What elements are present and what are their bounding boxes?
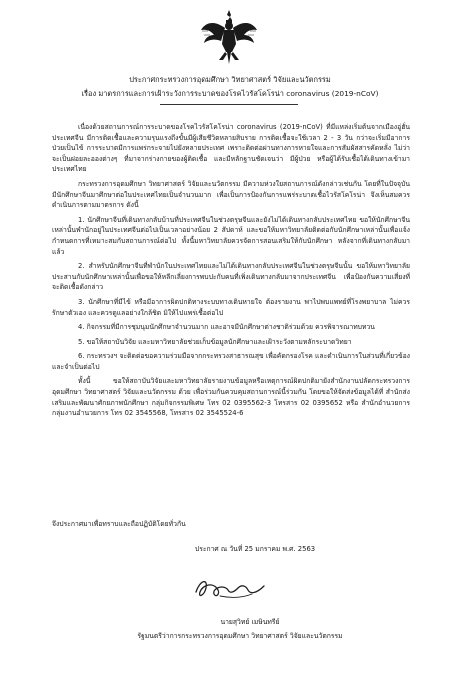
signer-title: รัฐมนตรีว่าการกระทรวงการอุดมศึกษา วิทยาศาสตร์ วิจัยและนวัตกรรม — [137, 632, 343, 640]
intro-paragraph: เนื่องด้วยสถานการณ์การระบาดของโรคไวรัสโคโรน่า coronavirus (2019-nCoV) ที่มีแหล่งเริ่มต้นจากเมืองอู่ฮั่น ประเทศจีน มีการติดเชื้อและความรุนแรงถึงขั้นมีผู้เสียชีวิตหลายสิบราย การติดเชื้อจะใช้เวลา 2 - 3 วัน กว่าจะเริ่มมีอาการป่วยเป็นไข้ การระบาดมีการแพร่กระจายไปยังหลายประเทศ เพราะติดต่อผ่านทางการหายใจและการสัมผัสสารคัดหลั่ง ไม่ว่าจะเป็นฝอยละอองต่างๆ ที่มาจากร่างกายของผู้ติดเชื้อ และมีหลักฐานชัดเจนว่า มีผู้ป่วย หรือผู้ได้รับเชื้อได้เดินทางเข้ามาประเทศไทย — [52, 123, 410, 174]
signature-image — [190, 572, 270, 604]
closing-statement: จึงประกาศมาเพื่อทราบและถือปฏิบัติโดยทั่วกัน — [52, 520, 186, 528]
garuda-emblem-icon — [199, 8, 259, 68]
announcement-subject: เรื่อง มาตรการและการเฝ้าระวังการระบาดของโรคไวรัสโคโรน่า coronavirus (2019-nCoV) — [81, 89, 379, 98]
signer-name: นายสุวิทย์ เมษินทรีย์ — [220, 618, 280, 626]
measure-item-2: 2. สำหรับนักศึกษาจีนที่พำนักในประเทศไทยและไม่ได้เดินทางกลับประเทศจีนในช่วงตรุษจีนนั้น ขอให้มหาวิทยาลัยประสานกับนักศึกษาเหล่านั้นเพื่อขอให้หลีกเลี่ยงการพบปะกับคนที่เพิ่งเดินทางกลับมาจากประเทศจีน เพื่อป้องกันความเสี่ยงที่จะติดเชื้อดังกล่าว — [52, 262, 410, 292]
measure-item-4: 4. กิจกรรมที่มีการชุมนุมนักศึกษาจำนวนมาก และอาจมีนักศึกษาต่างชาติร่วมด้วย ควรพิจารณาทบทวน — [78, 323, 375, 332]
measure-item-5: 5. ขอให้สถาบันวิจัย และมหาวิทยาลัยช่วยเก็บข้อมูลนักศึกษาและเฝ้าระวังตามหลักระบาดวิทยา — [78, 337, 352, 346]
announcement-date: ประกาศ ณ วันที่ 25 มกราคม พ.ศ. 2563 — [194, 545, 316, 553]
measure-item-1: 1. นักศึกษาจีนที่เดินทางกลับบ้านที่ประเทศจีนในช่วงตรุษจีนและยังไม่ได้เดินทางกลับประเทศไทย ขอให้นักศึกษาจีนเหล่านั้นพำนักอยู่ในประเทศจีนต่อไปเป็นเวลาอย่างน้อย 2 สัปดาห์ และขอให้มหาวิทยาลัยติดต่อกับนักศึกษาเหล่านั้นเพื่อแจ้งกำหนดการที่เหมาะสมกับสถานการณ์ต่อไป ทั้งนี้มหาวิทยาลัยควรจัดการสอนเสริมให้กับนักศึกษา หลังจากที่เดินทางกลับมาแล้ว — [52, 215, 410, 256]
announcement-issuer: ประกาศกระทรวงการอุดมศึกษา วิทยาศาสตร์ วิจัยและนวัตกรรม — [129, 75, 331, 84]
heading-divider — [160, 104, 298, 105]
measure-item-3: 3. นักศึกษาที่มีไข้ หรือมีอาการผิดปกติทางระบบทางเดินหายใจ ต้องรายงาน พาไปพบแพทย์ที่โรงพยาบาล ไม่ควรรักษาตัวเอง และควรดูแลอย่างใกล้ชิด มิให้ไปแพร่เชื้อต่อไป — [52, 297, 410, 317]
announcement-body — [52, 122, 410, 423]
ministry-concern-paragraph: กระทรวงการอุดมศึกษา วิทยาศาสตร์ วิจัยและนวัตกรรม มีความห่วงใยสถานการณ์ดังกล่าวเช่นกัน โดยที่ในปัจจุบันมีนักศึกษาจีนมาศึกษาต่อในประเทศไทยเป็นจำนวนมาก เพื่อเป็นการป้องกันการแพร่ระบาดเชื้อไวรัสโคโรน่า จึงเห็นสมควรดำเนินการตามมาตรการ ดังนี้ — [52, 179, 410, 210]
reporting-paragraph: ทั้งนี้ ขอให้สถาบันวิจัยและมหาวิทยาลัยรายงานข้อมูลหรือเหตุการณ์ผิดปกติมายังสำนักงานปลัดกระทรวงการอุดมศึกษา วิทยาศาสตร์ วิจัยและนวัตกรรม ด้วย เพื่อร่วมกันควบคุมสถานการณ์นี้ร่วมกัน โดยขอให้จัดส่งข้อมูลได้ที่ สำนักส่งเสริมและพัฒนาศักยภาพนักศึกษา กลุ่มกิจกรรมพิเศษ โทร 02 0395562-3 โทรสาร 02 0395652 หรือ สำนักอำนวยการ กลุ่มงานอำนวยการ โทร 02 3545568, โทรสาร 02 3545524-6 — [52, 377, 410, 418]
measure-item-6: 6. กระทรวงฯ จะติดต่อขอความร่วมมือจากกระทรวงสาธารณสุข เพื่อคัดกรองโรค และดำเนินการในส่วนที่เกี่ยวข้องและจำเป็นต่อไป — [52, 352, 410, 371]
